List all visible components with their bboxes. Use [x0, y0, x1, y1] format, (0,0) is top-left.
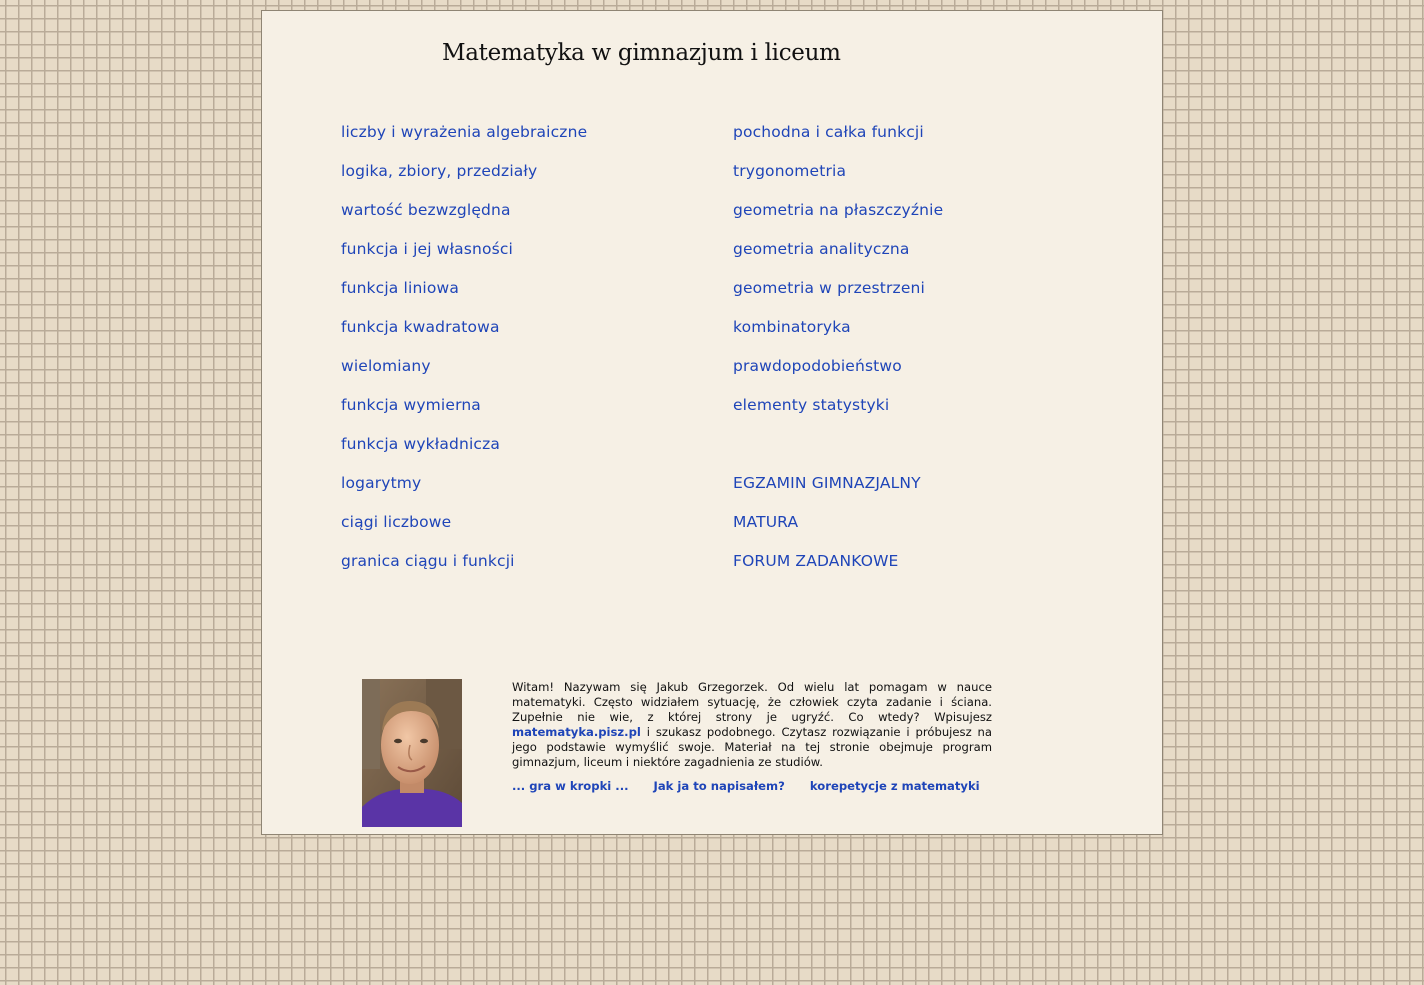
- topic-item: [341, 549, 587, 588]
- topic-link[interactable]: funkcja i jej własności: [341, 240, 513, 258]
- how-i-wrote-it-link[interactable]: Jak ja to napisałem?: [653, 779, 785, 793]
- topic-link[interactable]: logika, zbiory, przedziały: [341, 162, 538, 180]
- tutoring-link[interactable]: korepetycje z matematyki: [809, 779, 980, 793]
- topic-link[interactable]: ciągi liczbowe: [341, 513, 452, 531]
- topic-list-right: [733, 120, 943, 588]
- topic-link[interactable]: funkcja wymierna: [341, 396, 481, 414]
- topic-link[interactable]: logarytmy: [341, 474, 422, 492]
- matura-link[interactable]: MATURA: [733, 513, 799, 531]
- dots-game-link[interactable]: ... gra w kropki ...: [512, 779, 629, 793]
- topic-link[interactable]: prawdopodobieństwo: [733, 357, 902, 375]
- topic-item: [341, 471, 587, 510]
- author-photo: [362, 679, 462, 827]
- page-title: Matematyka w gimnazjum i liceum: [442, 40, 841, 66]
- topic-link[interactable]: geometria analityczna: [733, 240, 910, 258]
- topic-item: [733, 159, 943, 198]
- topic-item: [341, 432, 587, 471]
- topic-link[interactable]: granica ciągu i funkcji: [341, 552, 515, 570]
- topic-item: [341, 510, 587, 549]
- forum-link[interactable]: FORUM ZADANKOWE: [733, 552, 899, 570]
- topic-item: [733, 237, 943, 276]
- exam-item: [733, 510, 943, 549]
- topic-link[interactable]: funkcja liniowa: [341, 279, 459, 297]
- topic-item: [341, 276, 587, 315]
- topic-link[interactable]: liczby i wyrażenia algebraiczne: [341, 123, 588, 141]
- intro-text-end: i szukasz podobnego. Czytasz rozwiązanie i próbujesz na jego podstawie wymyślić swoje. Materiał na tej stronie obejmuje program gimnazjum, liceum i niektóre zagadnienia ze studiów.: [512, 725, 992, 769]
- topic-link[interactable]: kombinatoryka: [733, 318, 851, 336]
- topic-item: [341, 198, 587, 237]
- main-panel: [261, 10, 1163, 835]
- topic-item: [733, 354, 943, 393]
- topic-item: [733, 276, 943, 315]
- topic-item: [341, 237, 587, 276]
- topic-link[interactable]: trygonometria: [733, 162, 847, 180]
- topic-link[interactable]: geometria na płaszczyźnie: [733, 201, 944, 219]
- topic-item: [341, 315, 587, 354]
- topic-item: [341, 354, 587, 393]
- author-portrait-icon: [362, 679, 462, 827]
- topic-link[interactable]: funkcja wykładnicza: [341, 435, 501, 453]
- topic-item: [733, 198, 943, 237]
- topic-item: [733, 315, 943, 354]
- topic-link[interactable]: elementy statystyki: [733, 396, 890, 414]
- intro-text: [512, 680, 992, 770]
- topic-link[interactable]: wartość bezwzględna: [341, 201, 511, 219]
- topic-link[interactable]: wielomiany: [341, 357, 431, 375]
- exam-item: [733, 549, 943, 588]
- topic-link[interactable]: geometria w przestrzeni: [733, 279, 925, 297]
- topic-item: [733, 393, 943, 432]
- topic-item: [341, 120, 587, 159]
- topic-item: [733, 120, 943, 159]
- topic-item: [341, 159, 587, 198]
- topic-link[interactable]: pochodna i całka funkcji: [733, 123, 924, 141]
- footer-links: [512, 779, 1001, 793]
- topic-list-left: [341, 120, 587, 588]
- intro-text-start: Witam! Nazywam się Jakub Grzegorzek. Od wielu lat pomagam w nauce matematyki. Często widziałem sytuację, że człowiek czyta zadanie i ściana. Zupełnie nie wie, z której strony je ugryźć. Co wtedy? Wpisujesz: [512, 680, 992, 724]
- exam-gimnazjum-link[interactable]: EGZAMIN GIMNAZJALNY: [733, 474, 921, 492]
- topic-link[interactable]: funkcja kwadratowa: [341, 318, 500, 336]
- site-name: matematyka.pisz.pl: [512, 725, 641, 739]
- exam-item: [733, 471, 943, 510]
- topic-item: [341, 393, 587, 432]
